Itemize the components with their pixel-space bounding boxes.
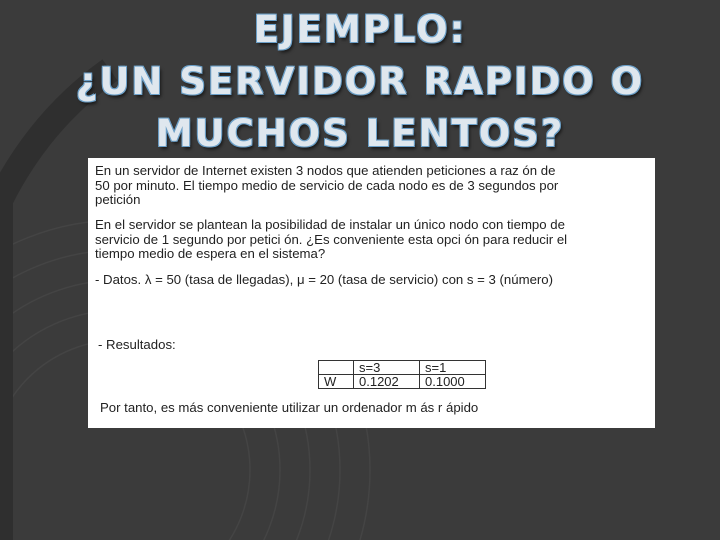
question-paragraph: En el servidor se plantean la posibilidad de instalar un único nodo con tiempo de servicio de 1 segundo por petici ón. ¿Es conveniente esta opci ón para reducir el tiempo medio de espera en el sistema? (95, 217, 568, 261)
title-line-1: EJEMPLO: (253, 8, 467, 51)
problem-statement: En un servidor de Internet existen 3 nodos que atienden peticiones a raz ón de 50 por minuto. El tiempo medio de servicio de cada nodo es de 3 segundos por petición (95, 163, 559, 207)
table-cell: W (319, 375, 354, 389)
table-cell: 0.1202 (354, 375, 420, 389)
slide-title (0, 4, 720, 160)
content-image-panel (88, 158, 655, 428)
table-header-row (319, 361, 486, 375)
table-header-cell: s=3 (354, 361, 420, 375)
table-cell: 0.1000 (420, 375, 486, 389)
table-header-cell (319, 361, 354, 375)
title-line-2: ¿UN SERVIDOR RAPIDO O (75, 60, 645, 103)
table-header-cell: s=1 (420, 361, 486, 375)
table-row (319, 375, 486, 389)
results-label: - Resultados: (98, 337, 176, 352)
conclusion-text: Por tanto, es más conveniente utilizar un ordenador m ás r ápido (100, 400, 479, 415)
results-table (318, 360, 486, 389)
data-line: - Datos. λ = 50 (tasa de llegadas), μ = 20 (tasa de servicio) con s = 3 (número) (95, 272, 554, 287)
title-line-3: MUCHOS LENTOS? (155, 112, 565, 155)
